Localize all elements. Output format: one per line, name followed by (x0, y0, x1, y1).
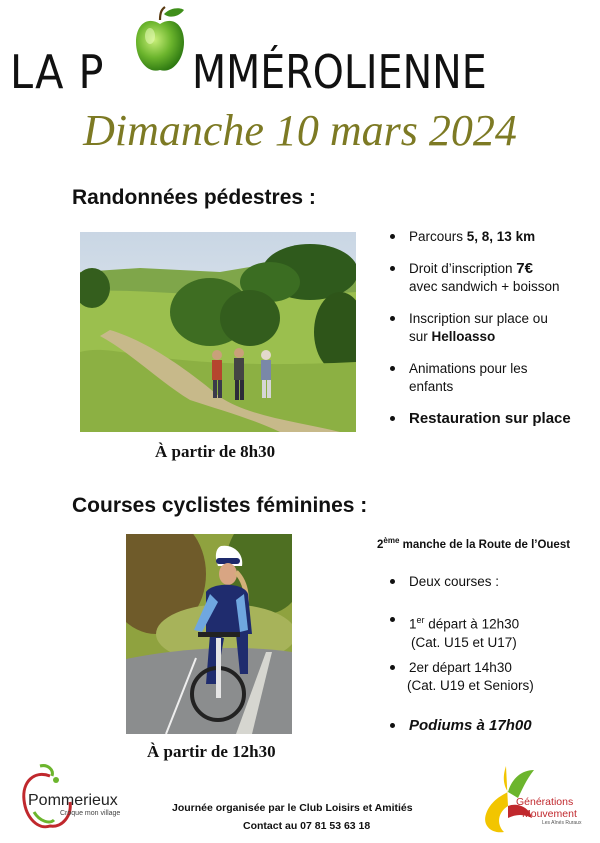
cycling-bullet-1: Deux courses : (409, 573, 589, 591)
pommerieux-logo (20, 762, 140, 832)
cycling-bullet-4: Podiums à 17h00 (409, 717, 589, 735)
mouvement-name: Mouvement (522, 808, 577, 820)
cycling-bullet-2: 1er départ à 12h30 (Cat. U15 et U17) (409, 611, 589, 652)
bullet-dot (390, 316, 395, 321)
walk-caption: À partir de 8h30 (155, 442, 276, 461)
walk-heading: Randonnées pédestres : (72, 186, 316, 209)
bullet-dot (390, 366, 395, 371)
walk-bullet-3: Inscription sur place ou sur Helloasso (409, 310, 599, 346)
walk-bullet-1: Parcours 5, 8, 13 km (409, 228, 599, 246)
cycling-photo (126, 534, 292, 734)
pommerieux-tagline: Croque mon village (60, 810, 121, 817)
event-date: Dimanche 10 mars 2024 (83, 106, 517, 155)
walk-bullet-5: Restauration sur place (409, 410, 599, 428)
title-part-left: LA P (10, 45, 105, 99)
generations-tagline: Les Aînés Ruraux (542, 820, 582, 826)
walk-photo (80, 232, 356, 432)
bullet-dot (390, 234, 395, 239)
walk-bullet-4: Animations pour les enfants (409, 360, 599, 396)
organizer-line: Journée organisée par le Club Loisirs et Amitiés (172, 802, 413, 814)
bullet-dot (390, 579, 395, 584)
bullet-dot (390, 416, 395, 421)
bullet-dot (390, 266, 395, 271)
pommerieux-name: Pommerieux (28, 792, 118, 809)
cycling-caption: À partir de 12h30 (147, 742, 276, 761)
cycling-bullet-3: 2er départ 14h30 (Cat. U19 et Seniors) (409, 659, 589, 695)
generations-mouvement-logo (478, 762, 588, 837)
contact-line: Contact au 07 81 53 63 18 (243, 820, 371, 832)
bullet-dot (390, 723, 395, 728)
cycling-bullets (409, 573, 589, 735)
generations-name: Générations (516, 796, 574, 808)
race-series-note: 2ème manche de la Route de l’Ouest (377, 536, 571, 551)
walk-bullet-2: Droit d’inscription 7€ avec sandwich + boisson (409, 260, 599, 296)
title-part-right: MMÉROLIENNE (192, 45, 487, 99)
cycling-heading: Courses cyclistes féminines : (72, 494, 368, 517)
apple-icon (134, 6, 186, 76)
walk-bullets (409, 228, 599, 428)
bullet-dot (390, 665, 395, 670)
bullet-dot (390, 617, 395, 622)
